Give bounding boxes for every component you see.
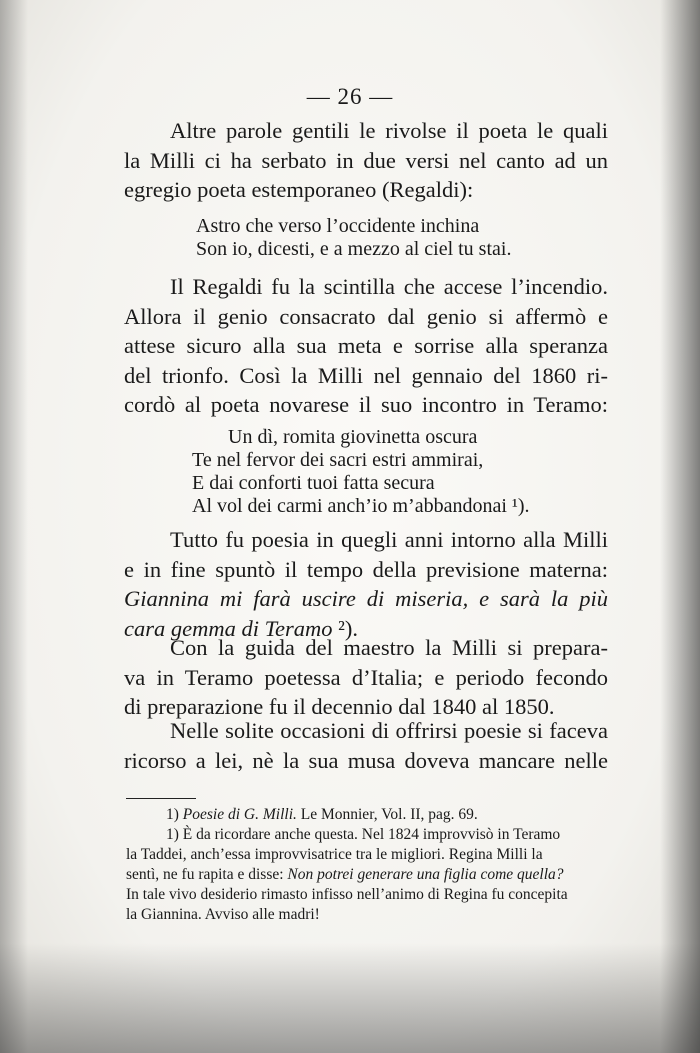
verse-quote-2 (192, 426, 530, 518)
verse-line: Son io, dicesti, e a mezzo al ciel tu stai. (196, 238, 512, 260)
text-line: Allora il genio consacrato dal genio si affermò e (124, 303, 608, 329)
text-line: Con la guida del maestro la Milli si prepara- (170, 635, 608, 660)
verse-line: E dai conforti tuoi fatta secura (192, 472, 435, 494)
text-line: Il Regaldi fu la scintilla che accese l’incendio. (170, 274, 608, 299)
footnote-2-line: 1) È da ricordare anche questa. Nel 1824 improvvisò in Teramo (166, 826, 561, 843)
text-line: va in Teramo poetessa d’Italia; e periodo fecondo (124, 664, 608, 690)
verse-line: Astro che verso l’occidente inchina (196, 215, 480, 237)
page-edge-shadow-left (0, 0, 28, 1053)
footnote-text: sentì, ne fu rapita e disse: (126, 866, 288, 883)
paragraph-3 (124, 525, 608, 643)
footnote-italic-quote: Non potrei generare una figlia come quella? (287, 866, 564, 883)
footnote-divider (126, 798, 196, 799)
footnote-text: Le Monnier, Vol. II, pag. 69. (296, 806, 478, 823)
footnotes (126, 805, 610, 925)
page-number: — 26 — (306, 84, 394, 109)
text-line: ricorso a lei, nè la sua musa doveva mancare nelle (124, 747, 608, 773)
paragraph-5 (124, 716, 608, 775)
footnote-1 (126, 805, 610, 825)
footnote-mark: 1) (166, 806, 179, 823)
paragraph-4 (124, 633, 608, 722)
text-line: cordò al poeta novarese il suo incontro in Teramo: (124, 392, 608, 417)
text-line: di preparazione fu il decennio dal 1840 al 1850. (124, 694, 555, 719)
text-line: la Milli ci ha serbato in due versi nel canto ad un (124, 147, 608, 173)
text-line: attese sicuro alla sua meta e sorrise alla speranza (124, 333, 608, 358)
text-line: e in fine spuntò il tempo della previsione materna: (124, 556, 608, 582)
verse-line: Un dì, romita giovinetta oscura (228, 426, 478, 448)
verse-line: Te nel fervor dei sacri estri ammirai, (192, 449, 484, 471)
verse-quote-1 (196, 215, 511, 261)
verse-line: Al vol dei carmi anch’io m’abbandonai ¹). (192, 495, 530, 517)
text-line: Tutto fu poesia in quegli anni intorno alla Milli (170, 527, 608, 552)
text-line: Nelle solite occasioni di offrirsi poesie si faceva (170, 718, 608, 743)
italic-quote: cara gemma di Teramo (124, 615, 333, 641)
footnote-title: Poesie di G. Milli. (182, 806, 297, 823)
footnote-2-line: la Taddei, anch’essa improvvisatrice tra le migliori. Regina Milli la (126, 846, 543, 863)
text-line: egregio poeta estemporaneo (Regaldi): (124, 177, 474, 202)
footnote-ref: ²). (332, 615, 359, 641)
paragraph-2 (124, 272, 608, 420)
footnote-2-line: la Giannina. Avviso alle madri! (126, 906, 320, 923)
page-edge-shadow-right (660, 0, 700, 1053)
text-line: Altre parole gentili le rivolse il poeta le quali (170, 118, 608, 143)
paragraph-1 (124, 116, 608, 205)
text-line: del trionfo. Così la Milli nel gennaio del 1860 ri- (124, 362, 608, 388)
page-edge-shadow-bottom (0, 943, 700, 1053)
text-line-italic: Giannina mi farà uscire di miseria, e sarà la più (124, 586, 608, 611)
footnote-2-line (126, 865, 610, 885)
footnote-2-line: In tale vivo desiderio rimasto infisso nell’animo di Regina fu concepita (126, 886, 568, 903)
